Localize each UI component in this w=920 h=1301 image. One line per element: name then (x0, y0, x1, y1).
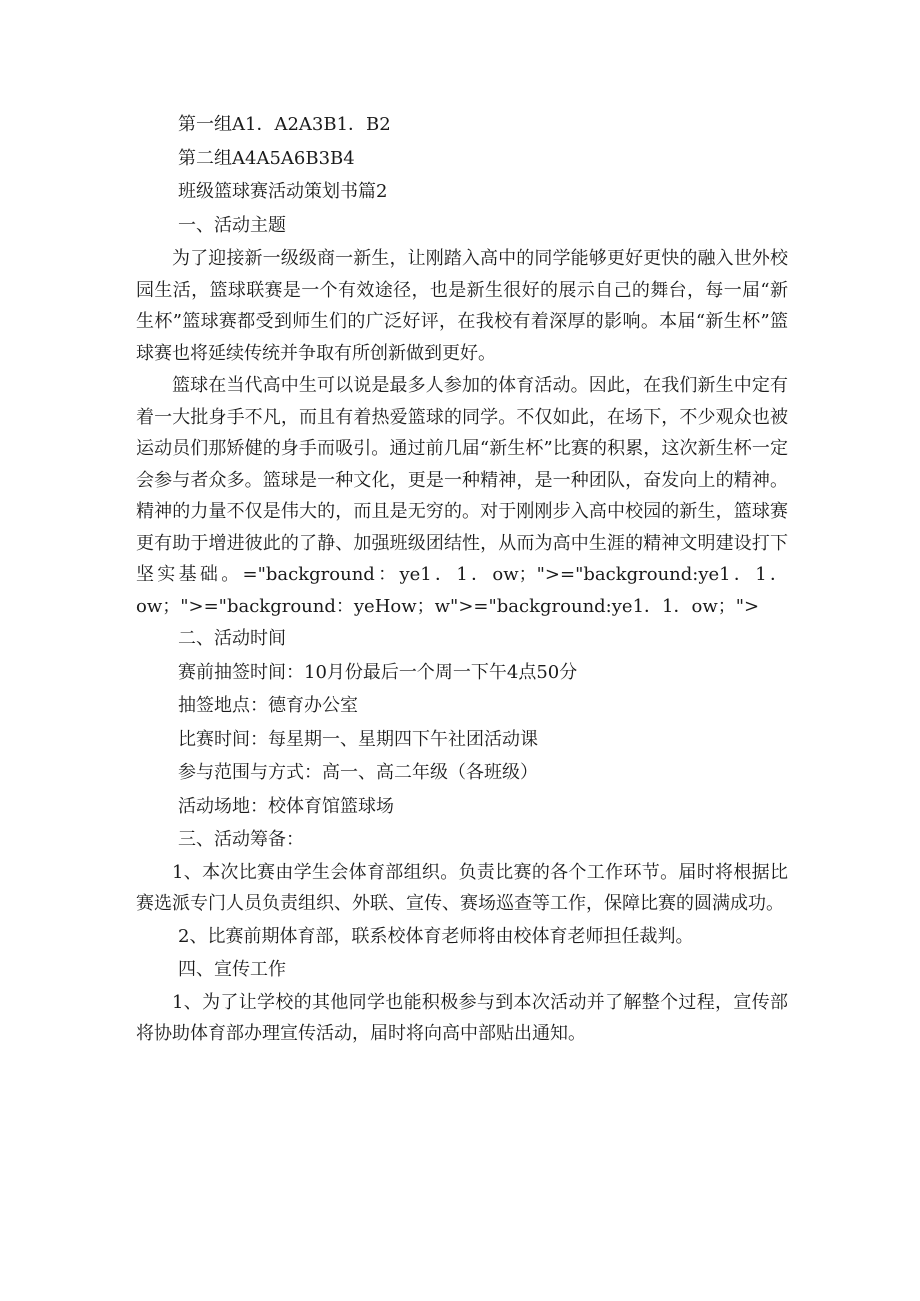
match-time-line: 比赛时间：每星期一、星期四下午社团活动课 (178, 728, 538, 750)
section-heading-theme: 一、活动主题 (178, 214, 286, 236)
basketball-paragraph: 篮球在当代高中生可以说是最多人参加的体育活动。因此，在我们新生中定有着一大批身手不凡，而且有着热爱篮球的同学。不仅如此，在场下，不少观众也被运动员们那矫健的身手而吸引。通过前几届“新生杯”比赛的积累，这次新生杯一定会参与者众多。篮球是一种文化，更是一种精神，是一种团队，奋发向上的精神。精神的力量不仅是伟大的，而且是无穷的。对于刚刚步入高中校园的新生，篮球赛更有助于增进彼此的了静、加强班级团结性，从而为高中生涯的精神文明建设打下坚实基础。="background：ye1．1．ow；">="background:ye1．1．ow；">="background：yeHow；w">="background:ye1．1．ow；"> (136, 375, 788, 617)
group-two-line: 第二组A4A5A6B3B4 (178, 147, 355, 169)
document-title: 班级篮球赛活动策划书篇2 (178, 181, 388, 202)
preparation-item-2: 2、比赛前期体育部，联系校体育老师将由校体育老师担任裁判。 (178, 925, 694, 947)
section-heading-preparation: 三、活动筹备： (178, 829, 304, 850)
scope-line: 参与范围与方式：高一、高二年级（各班级） (178, 762, 538, 783)
venue-line: 活动场地：校体育馆篮球场 (178, 795, 394, 817)
theme-paragraph: 为了迎接新一级级商一新生，让刚踏入高中的同学能够更好更快的融入世外校园生活，篮球联赛是一个有效途径，也是新生很好的展示自己的舞台，每一届“新生杯”篮球赛都受到师生们的广泛好评，在我校有着深厚的影响。本届“新生杯”篮球赛也将延续传统并争取有所创新做到更好。 (136, 248, 788, 364)
promotion-item-1: 1、为了让学校的其他同学也能积极参与到本次活动并了解整个过程，宣传部将协助体育部办理宣传活动，届时将向高中部贴出通知。 (136, 991, 788, 1044)
group-one-line: 第一组A1．A2A3B1．B2 (178, 114, 391, 135)
preparation-item-1: 1、本次比赛由学生会体育部组织。负责比赛的各个工作环节。届时将根据比赛选派专门人员负责组织、外联、宣传、赛场巡查等工作，保障比赛的圆满成功。 (136, 861, 788, 914)
draw-place-line: 抽签地点：德育办公室 (178, 695, 358, 716)
draw-time-line: 赛前抽签时间：10月份最后一个周一下午4点50分 (178, 661, 578, 683)
section-heading-time: 二、活动时间 (178, 628, 286, 649)
document-body (136, 108, 788, 1050)
section-heading-promotion: 四、宣传工作 (178, 959, 286, 980)
